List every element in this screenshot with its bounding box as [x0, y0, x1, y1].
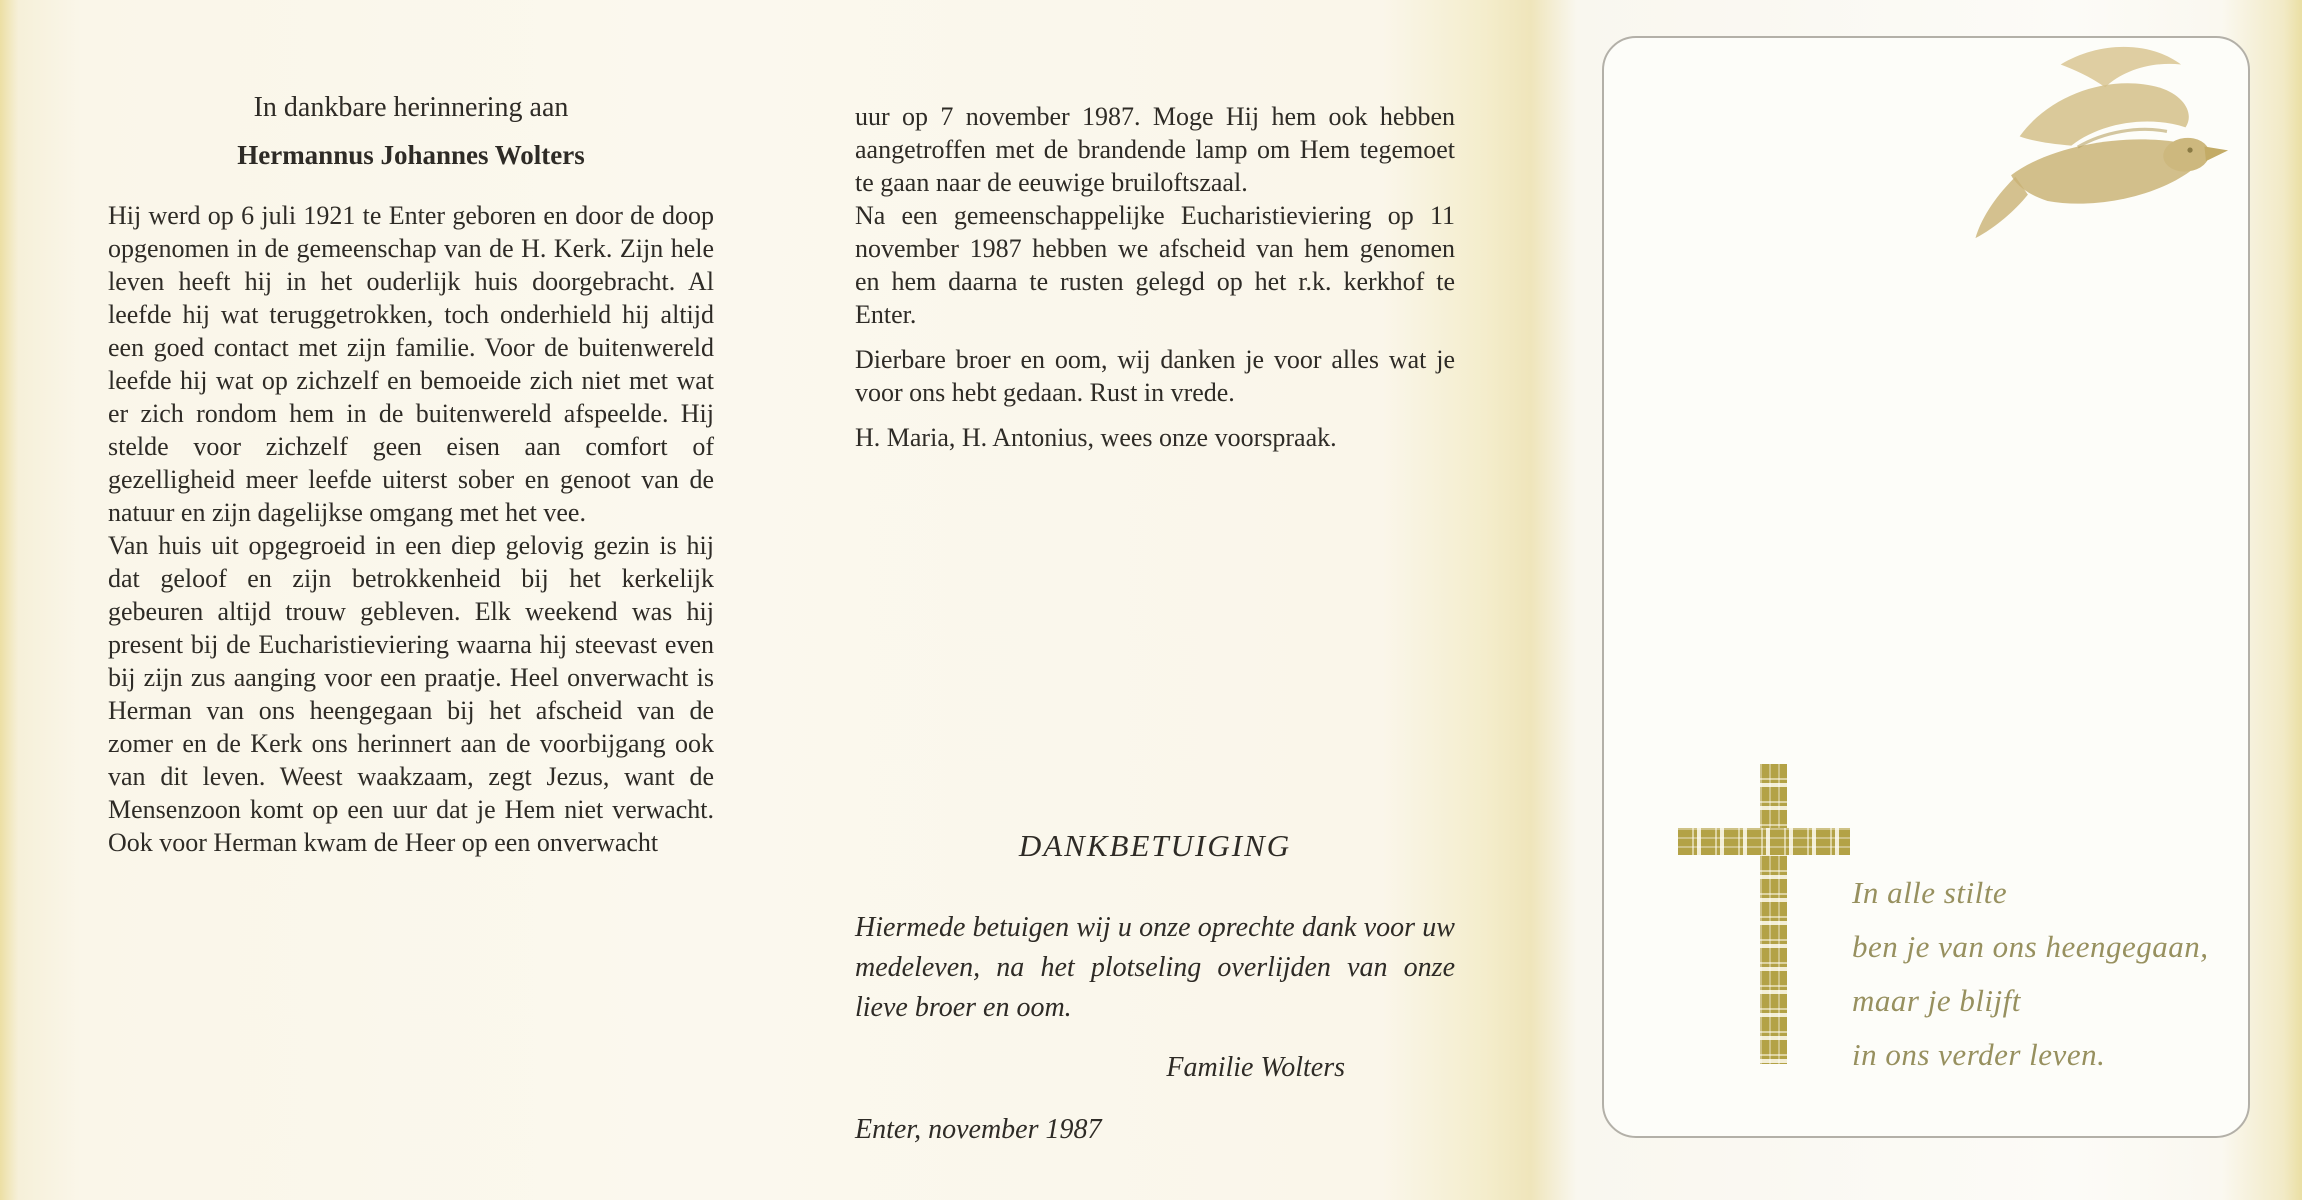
verse-line-4: in ons verder leven. — [1852, 1037, 2106, 1072]
cross-horizontal-bar — [1678, 828, 1850, 855]
prayer-paragraph: H. Maria, H. Antonius, wees onze voorspraak. — [855, 423, 1337, 452]
cross-icon — [1678, 764, 1850, 1064]
verse-line-3: maar je blijft — [1852, 983, 2021, 1018]
memorial-heading: In dankbare herinnering aan — [253, 92, 569, 123]
verse-line-2: ben je van ons heengegaan, — [1852, 929, 2209, 964]
acknowledgement-text: Hiermede betuigen wij u onze oprechte dank voor uw medeleven, na het plotseling overlijden van onze lieve broer en oom. — [855, 912, 1455, 1023]
farewell-paragraph: Dierbare broer en oom, wij danken je voor alles wat je voor ons hebt gedaan. Rust in vrede. — [855, 345, 1455, 407]
place-dateline: Enter, november 1987 — [855, 1114, 1102, 1145]
acknowledgement-section — [855, 828, 1455, 1146]
verse-line-1: In alle stilte — [1852, 875, 2008, 910]
continuation-paragraph-2: Na een gemeenschappelijke Eucharistieviering op 11 november 1987 hebben we afscheid van hem genomen en hem daarna te rusten gelegd op het r.k. kerkhof te Enter. — [855, 201, 1455, 329]
memorial-verse — [1852, 866, 2208, 1082]
biography-paragraph-1: Hij werd op 6 juli 1921 te Enter geboren en door de doop opgenomen in de gemeenschap van de H. Kerk. Zijn hele leven heeft hij in het ouderlijk huis doorgebracht. Al leefde hij wat teruggetrokken, toch onderhield hij altijd een goed contact met zijn familie. Voor de buitenwereld leefde hij wat op zichzelf en bemoeide zich niet met wat er zich rondom hem in de buitenwereld afspeelde. Hij stelde voor zichzelf geen eisen aan comfort of gezelligheid meer leefde uiterst sober en genoot van de natuur en zijn dagelijkse omgang met het vee. — [108, 201, 714, 527]
dove-icon — [1922, 42, 2238, 294]
middle-page-column — [855, 100, 1455, 1170]
deceased-name: Hermannus Johannes Wolters — [237, 140, 585, 170]
continuation-paragraph-1: uur op 7 november 1987. Moge Hij hem ook hebben aangetroffen met de brandende lamp om Hem tegemoet te gaan naar de eeuwige bruiloftszaal. — [855, 102, 1455, 197]
biography-paragraph-2: Van huis uit opgegroeid in een diep gelovig gezin is hij dat geloof en zijn betrokkenheid bij het kerkelijk gebeuren altijd trouw gebleven. Elk weekend was hij present bij de Eucharistieviering waarna hij steevast even bij zijn zus aanging voor een praatje. Heel onverwacht is Herman van ons heengegaan bij het afscheid van de zomer en de Kerk ons herinnert aan de voorbijgang ook van dit leven. Weest waakzaam, zegt Jezus, want de Mensenzoon komt op een uur dat je Hem niet verwacht. Ook voor Herman kwam de Heer op een onverwacht — [108, 531, 714, 857]
cross-vertical-bar — [1760, 764, 1787, 1064]
left-page-column — [108, 92, 714, 859]
family-signature: Familie Wolters — [1166, 1052, 1345, 1083]
memorial-card-panel — [1602, 36, 2250, 1138]
acknowledgement-title: DANKBETUIGING — [1018, 828, 1292, 863]
